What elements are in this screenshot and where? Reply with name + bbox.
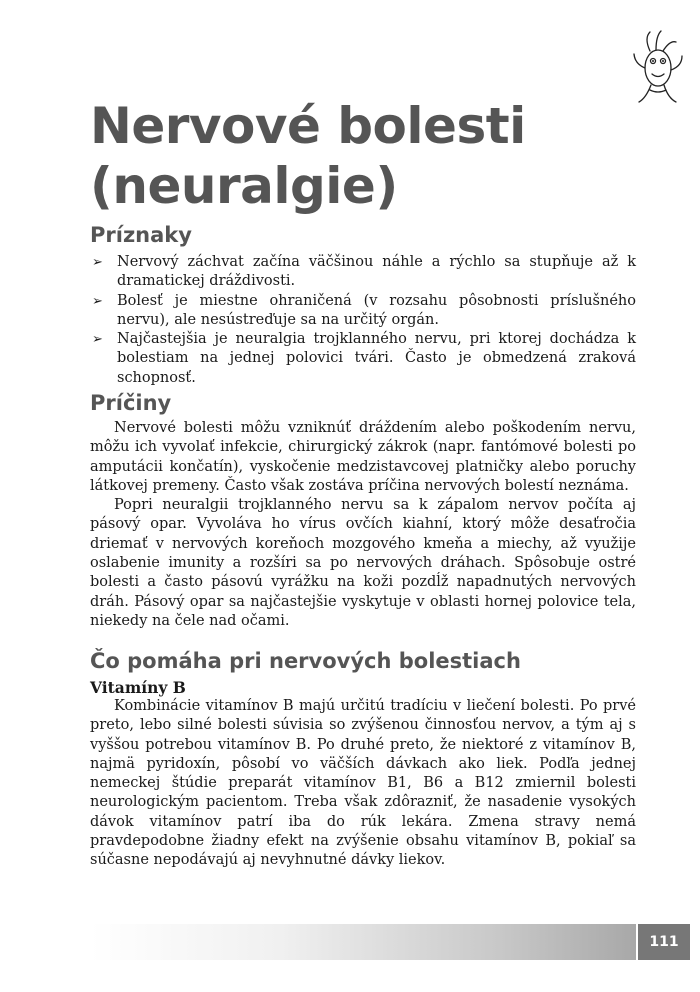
paragraph: Kombinácie vitamínov B majú určitú tradíciu v liečení bolesti. Po prvé preto, lebo silné bolesti súvisia so zvýšenou činnosťou nervov, a tým aj s vyššou potrebou vitamínov B. Po druhé preto, že niektoré z vitamínov B, najmä pyridoxín, pôsobí vo väčších dávkach ako liek. Podľa jednej nemeckej štúdie preparát vitamínov B1, B6 a B12 zmiernil bolesti neurologickým pacientom. Treba však zdôrazniť, že nasadenie vysokých dávok vitamínov patrí iba do rúk lekára. Zmena stravy nemá pravdepodobne žiadny efekt na zvýšenie obsahu vitamínov B, pokiaľ sa súčasne nepodávajú aj nevyhnutné dávky liekov. bbox=[90, 698, 636, 869]
section-heading-causes: Príčiny bbox=[90, 391, 172, 415]
help-text bbox=[90, 697, 636, 871]
section-heading-help: Čo pomáha pri nervových bolestiach bbox=[90, 649, 521, 673]
causes-text bbox=[90, 419, 636, 631]
page-number: 111 bbox=[638, 924, 690, 960]
list-item bbox=[90, 253, 636, 292]
footer-bar bbox=[90, 924, 636, 960]
list-item bbox=[90, 330, 636, 388]
arrow-bullet-icon: ➢ bbox=[92, 332, 103, 348]
list-item-text: Nervový záchvat začína väčšinou náhle a rýchlo sa stupňuje až k dramatickej dráždivosti. bbox=[117, 254, 636, 290]
arrow-bullet-icon: ➢ bbox=[92, 255, 103, 270]
section-heading-symptoms: Príznaky bbox=[90, 223, 192, 247]
list-item-text: Najčastejšia je neuralgia trojklanného nervu, pri ktorej dochádza k bolestiam na jednej polovici tvári. Často je obmedzená zraková schopnosť. bbox=[117, 331, 636, 386]
symptoms-list bbox=[90, 253, 636, 388]
arrow-bullet-icon: ➢ bbox=[92, 293, 103, 309]
list-item bbox=[90, 292, 636, 331]
paragraph: Popri neuralgii trojklanného nervu sa k zápalom nervov počíta aj pásový opar. Vyvoláva ho vírus ovčích kiahní, ktorý môže desaťročia driemať v nervových koreňoch mozgového kmeňa a miechy, až využije oslabenie imunity a rozšíri sa po nervových dráhach. Spôsobuje ostré bolesti a často pásovú vyrážku na koži pozdĺž napadnutých nervových dráh. Pásový opar sa najčastejšie vyskytuje v oblasti hornej polovice tela, niekedy na čele nad očami. bbox=[90, 497, 636, 629]
subheading-vitamins-b: Vitamíny B bbox=[90, 678, 186, 697]
page-title: Nervové bolesti (neuralgie) bbox=[90, 97, 526, 215]
list-item-text: Bolesť je miestne ohraničená (v rozsahu pôsobnosti príslušného nervu), ale nesústreďuje sa na určitý orgán. bbox=[117, 292, 636, 328]
paragraph: Nervové bolesti môžu vzniknúť dráždením alebo poškodením nervu, môžu ich vyvolať infekcie, chirurgický zákrok (napr. fantómové bolesti po amputácii končatín), vyskočenie medzistavcovej platničky alebo poruchy látkovej premeny. Často však zostáva príčina nervových bolestí neznáma. bbox=[90, 420, 636, 494]
